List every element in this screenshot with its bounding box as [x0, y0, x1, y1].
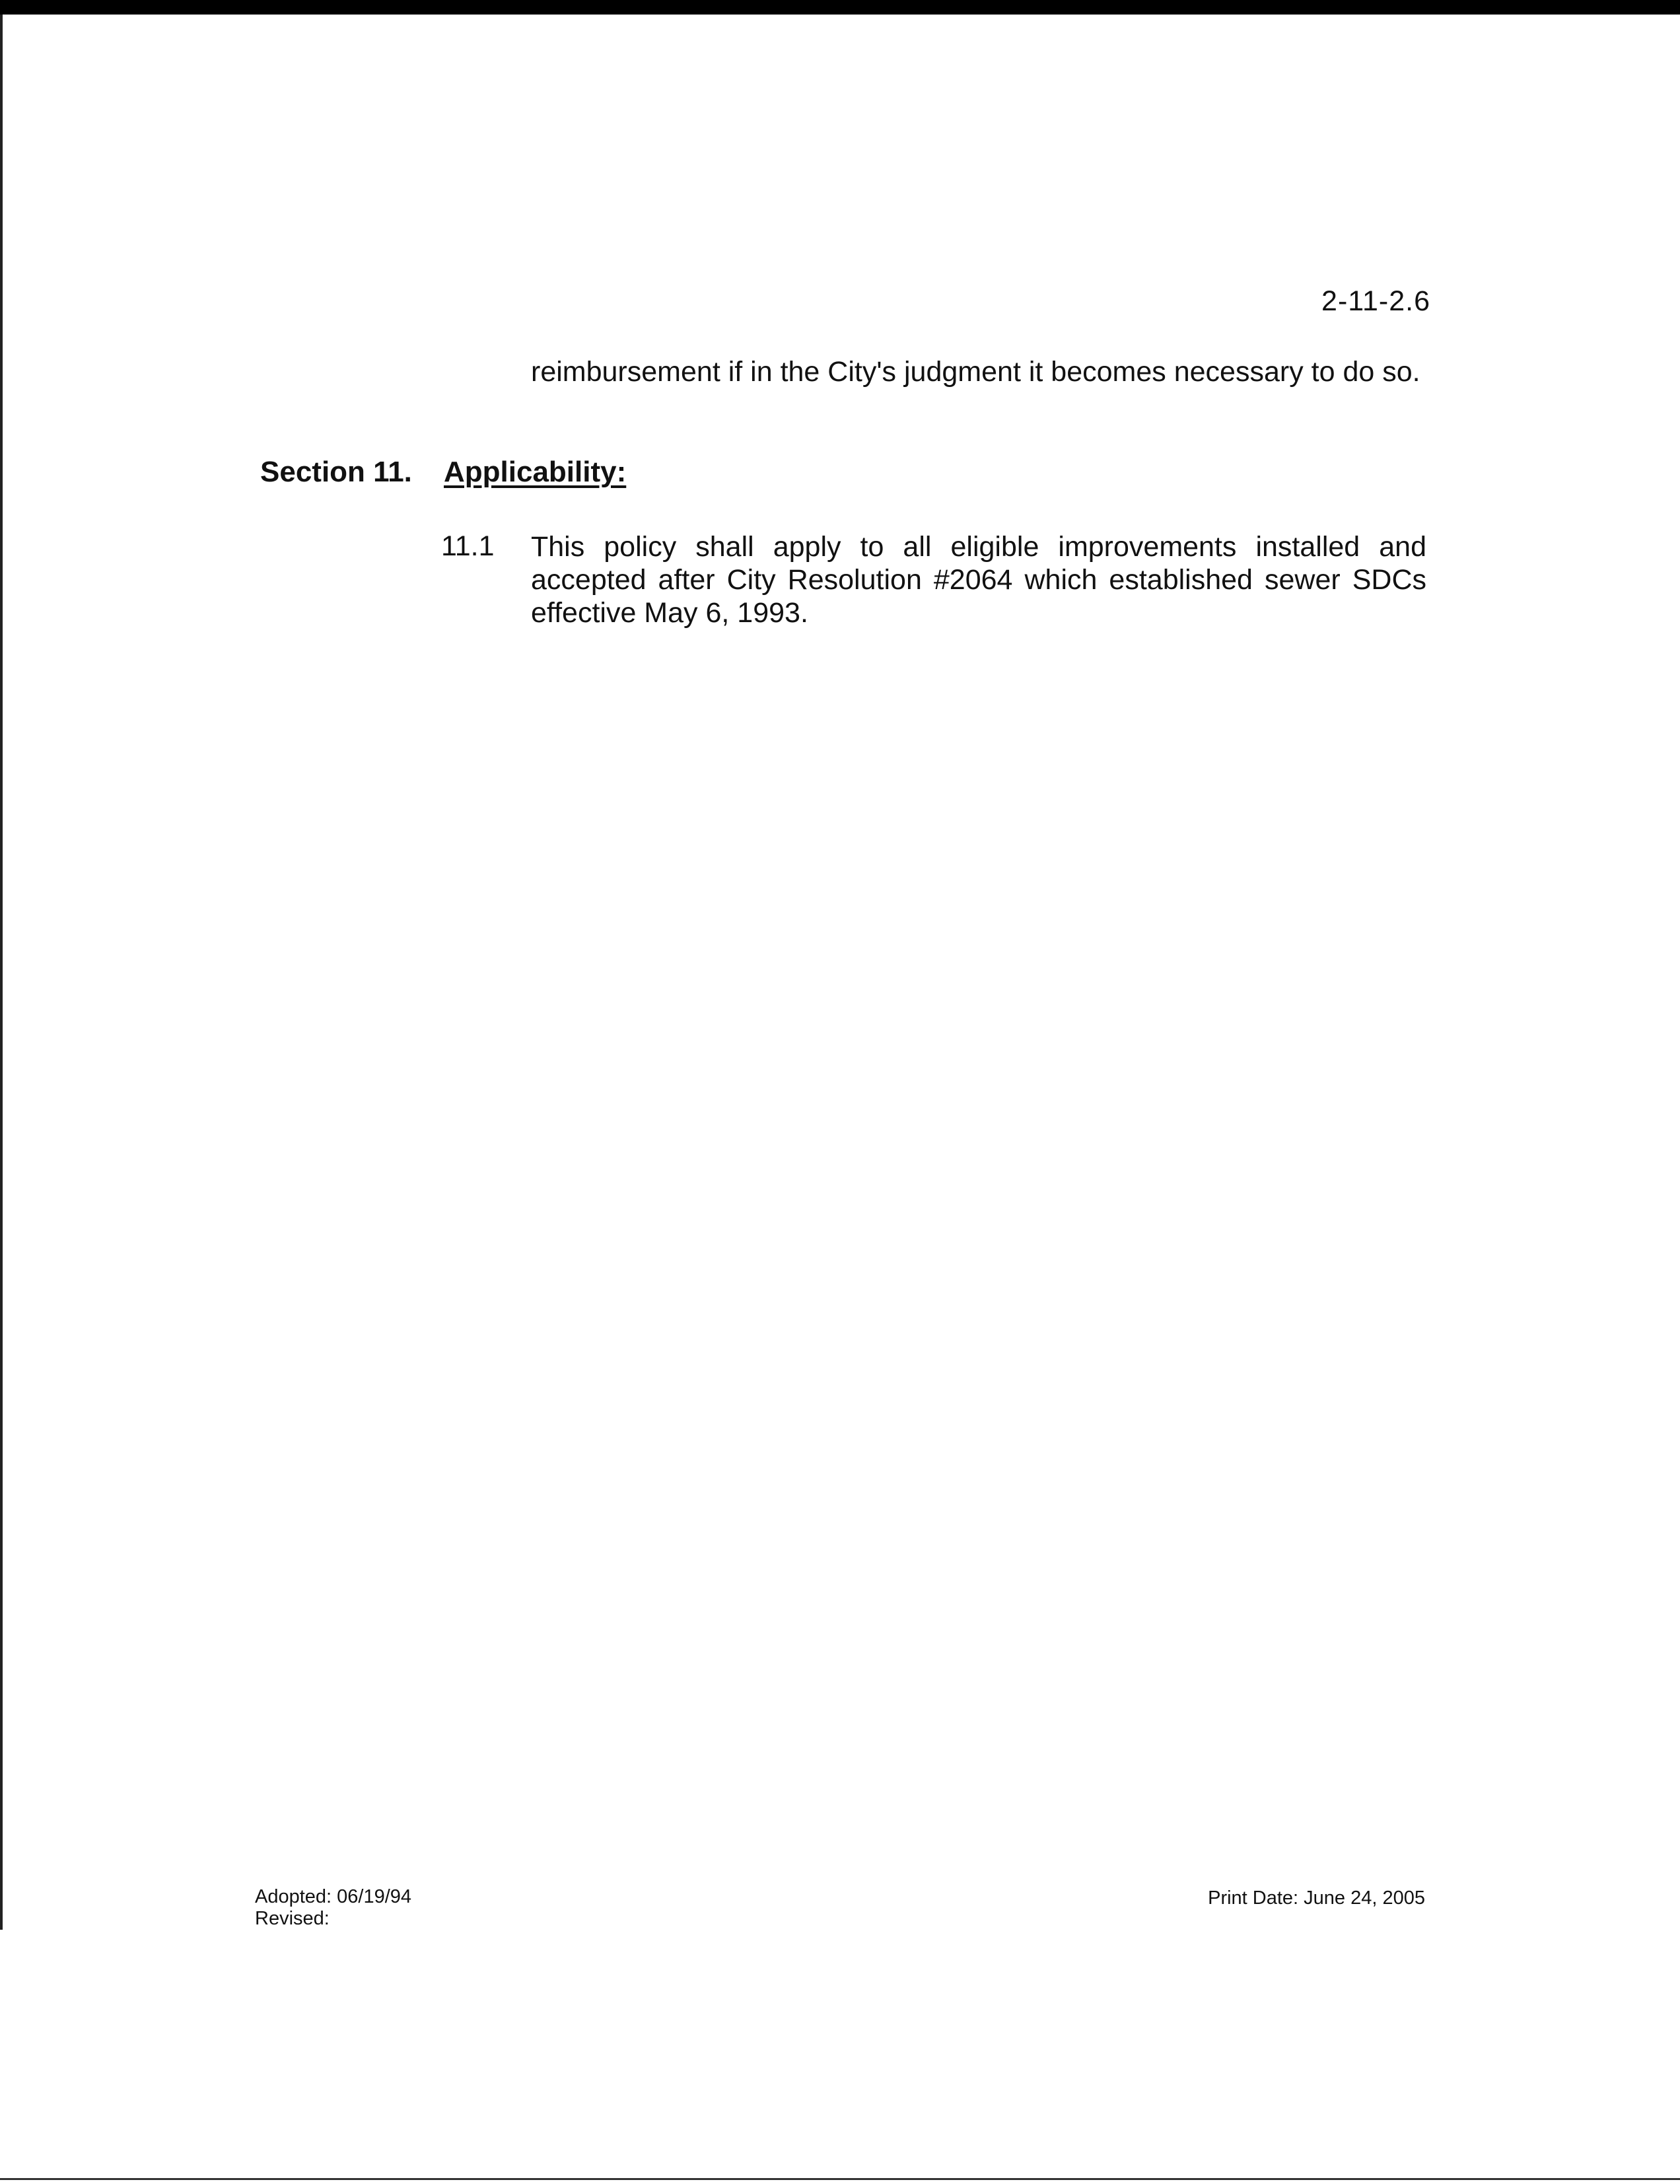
scan-bottom-line	[0, 2178, 1680, 2180]
footer-dates	[255, 1886, 411, 1930]
scan-top-border	[0, 0, 1680, 15]
page-number: 2-11-2.6	[1321, 285, 1430, 317]
section-title: Applicability:	[444, 456, 627, 488]
clause-text: This policy shall apply to all eligible improvements installed and accepted after City Resolution #2064 which established sewer SDCs effective May 6, 1993.	[531, 531, 1426, 629]
scan-left-edge	[0, 15, 3, 1930]
clause-number: 11.1	[441, 530, 495, 562]
adopted-date: Adopted: 06/19/94	[255, 1886, 412, 1907]
section-number: Section 11.	[260, 456, 412, 488]
revised-date: Revised:	[255, 1908, 330, 1929]
print-date: Print Date: June 24, 2005	[1208, 1887, 1425, 1909]
section-heading	[260, 456, 626, 489]
continued-paragraph: reimbursement if in the City's judgment it becomes necessary to do so.	[531, 356, 1420, 388]
